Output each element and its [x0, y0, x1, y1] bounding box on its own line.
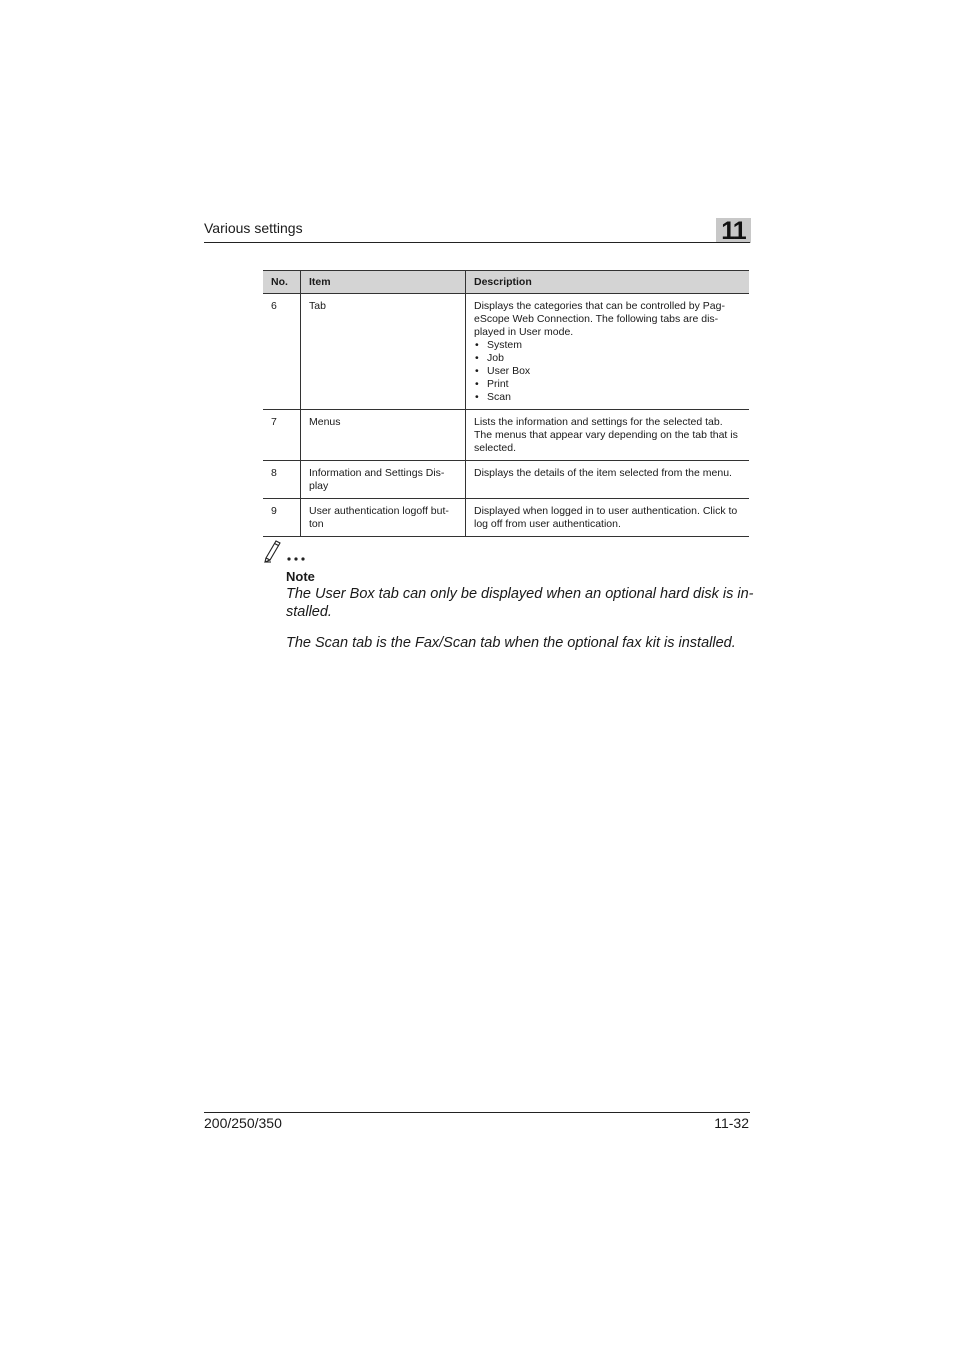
page-number: 11-32 — [714, 1115, 749, 1131]
note-paragraph: The Scan tab is the Fax/Scan tab when the optional fax kit is installed. — [286, 635, 736, 651]
column-header-description: Description — [466, 271, 750, 294]
row-item: Tab — [301, 294, 466, 410]
footer-divider — [204, 1112, 750, 1113]
row-description: Displays the categories that can be controlled by Pag-eScope Web Connection. The following tabs are dis-played in User mode. — [474, 300, 725, 338]
row-item: Information and Settings Dis-play — [301, 461, 466, 499]
column-header-no: No. — [263, 271, 301, 294]
row-description: Displays the details of the item selected from the menu. — [466, 461, 750, 499]
settings-table — [263, 270, 749, 537]
row-item: Menus — [301, 410, 466, 461]
row-item: User authentication logoff but-ton — [301, 499, 466, 537]
row-description-cell — [466, 294, 750, 410]
chapter-number-badge: 11 — [716, 218, 751, 243]
table-row — [263, 294, 749, 410]
tab-list — [474, 339, 741, 404]
list-item: • System — [474, 339, 741, 352]
row-number: 6 — [263, 294, 301, 410]
row-number: 9 — [263, 499, 301, 537]
model-number: 200/250/350 — [204, 1115, 282, 1131]
list-item: • User Box — [474, 365, 741, 378]
table-row — [263, 410, 749, 461]
list-item: • Scan — [474, 391, 741, 404]
note-label: Note — [286, 569, 315, 584]
row-description: Displayed when logged in to user authentication. Click to log off from user authentication. — [466, 499, 750, 537]
column-header-item: Item — [301, 271, 466, 294]
note-paragraph: The User Box tab can only be displayed when an optional hard disk is in-stalled. — [286, 586, 754, 620]
list-item: • Job — [474, 352, 741, 365]
row-description: Lists the information and settings for the selected tab. The menus that appear vary depending on the tab that is selected. — [466, 410, 750, 461]
row-number: 8 — [263, 461, 301, 499]
row-number: 7 — [263, 410, 301, 461]
list-item: • Print — [474, 378, 741, 391]
header-divider — [204, 242, 750, 243]
table-header-row — [263, 271, 749, 294]
section-title: Various settings — [204, 220, 303, 236]
pencil-note-icon — [263, 538, 313, 564]
table-row — [263, 461, 749, 499]
table-row — [263, 499, 749, 537]
